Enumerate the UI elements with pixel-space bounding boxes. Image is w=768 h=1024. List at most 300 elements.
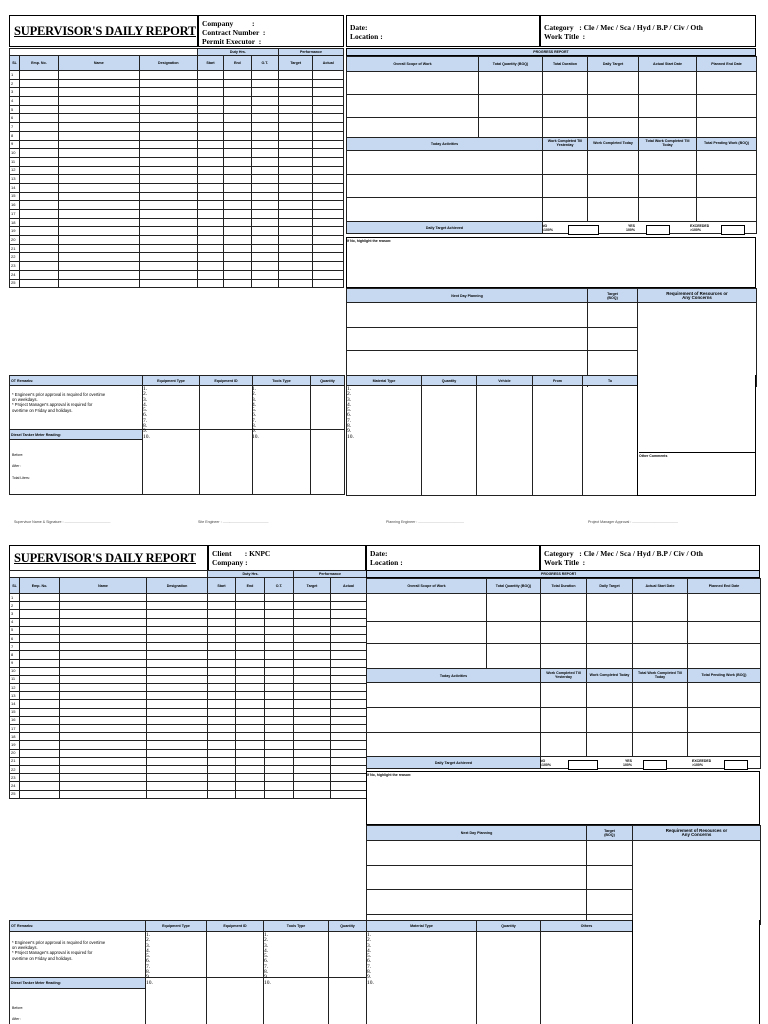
manpower-cell[interactable] xyxy=(60,684,147,692)
manpower-cell[interactable] xyxy=(265,643,294,651)
manpower-cell[interactable] xyxy=(331,700,367,708)
manpower-cell[interactable] xyxy=(20,244,59,253)
manpower-cell[interactable] xyxy=(197,105,223,114)
manpower-cell[interactable] xyxy=(236,651,265,659)
manpower-cell[interactable] xyxy=(139,149,197,158)
manpower-cell[interactable] xyxy=(20,774,60,782)
manpower-cell[interactable] xyxy=(278,88,313,97)
manpower-cell[interactable] xyxy=(60,602,147,610)
manpower-cell[interactable] xyxy=(278,140,313,149)
manpower-cell[interactable] xyxy=(251,262,278,271)
manpower-cell[interactable] xyxy=(20,782,60,790)
manpower-cell[interactable] xyxy=(20,700,60,708)
manpower-cell[interactable] xyxy=(313,79,344,88)
manpower-cell[interactable] xyxy=(197,253,223,262)
manpower-cell[interactable] xyxy=(313,270,344,279)
manpower-cell[interactable] xyxy=(224,114,251,123)
manpower-cell[interactable] xyxy=(224,201,251,210)
manpower-cell[interactable] xyxy=(20,262,59,271)
manpower-cell[interactable] xyxy=(265,626,294,634)
manpower-cell[interactable] xyxy=(60,765,147,773)
manpower-cell[interactable] xyxy=(251,236,278,245)
manpower-cell[interactable] xyxy=(278,201,313,210)
manpower-cell[interactable] xyxy=(236,782,265,790)
manpower-cell[interactable] xyxy=(278,227,313,236)
manpower-cell[interactable] xyxy=(278,123,313,132)
manpower-cell[interactable] xyxy=(236,643,265,651)
manpower-cell[interactable] xyxy=(208,610,236,618)
manpower-cell[interactable] xyxy=(208,692,236,700)
manpower-cell[interactable] xyxy=(20,88,59,97)
manpower-cell[interactable] xyxy=(236,667,265,675)
manpower-cell[interactable] xyxy=(251,192,278,201)
manpower-cell[interactable] xyxy=(313,157,344,166)
manpower-cell[interactable] xyxy=(331,634,367,642)
manpower-cell[interactable] xyxy=(265,618,294,626)
manpower-cell[interactable] xyxy=(20,716,60,724)
manpower-cell[interactable] xyxy=(251,140,278,149)
manpower-cell[interactable] xyxy=(236,675,265,683)
manpower-cell[interactable] xyxy=(251,210,278,219)
manpower-cell[interactable] xyxy=(20,140,59,149)
manpower-cell[interactable] xyxy=(20,725,60,733)
manpower-cell[interactable] xyxy=(139,105,197,114)
manpower-cell[interactable] xyxy=(224,149,251,158)
manpower-cell[interactable] xyxy=(313,149,344,158)
manpower-cell[interactable] xyxy=(251,149,278,158)
manpower-cell[interactable] xyxy=(197,149,223,158)
manpower-cell[interactable] xyxy=(139,175,197,184)
manpower-cell[interactable] xyxy=(224,192,251,201)
manpower-cell[interactable] xyxy=(147,749,208,757)
manpower-cell[interactable] xyxy=(278,210,313,219)
manpower-cell[interactable] xyxy=(20,692,60,700)
manpower-cell[interactable] xyxy=(208,741,236,749)
manpower-cell[interactable] xyxy=(58,149,139,158)
manpower-cell[interactable] xyxy=(60,618,147,626)
manpower-cell[interactable] xyxy=(236,708,265,716)
manpower-cell[interactable] xyxy=(265,594,294,602)
manpower-cell[interactable] xyxy=(236,774,265,782)
manpower-cell[interactable] xyxy=(197,79,223,88)
manpower-cell[interactable] xyxy=(58,166,139,175)
manpower-cell[interactable] xyxy=(20,79,59,88)
manpower-cell[interactable] xyxy=(60,626,147,634)
manpower-cell[interactable] xyxy=(331,733,367,741)
manpower-cell[interactable] xyxy=(331,741,367,749)
manpower-cell[interactable] xyxy=(60,774,147,782)
manpower-cell[interactable] xyxy=(208,626,236,634)
manpower-cell[interactable] xyxy=(278,183,313,192)
manpower-cell[interactable] xyxy=(251,166,278,175)
manpower-cell[interactable] xyxy=(236,700,265,708)
manpower-cell[interactable] xyxy=(265,675,294,683)
manpower-cell[interactable] xyxy=(197,131,223,140)
manpower-cell[interactable] xyxy=(20,218,59,227)
manpower-cell[interactable] xyxy=(58,244,139,253)
manpower-cell[interactable] xyxy=(265,651,294,659)
manpower-cell[interactable] xyxy=(236,725,265,733)
manpower-cell[interactable] xyxy=(197,218,223,227)
manpower-cell[interactable] xyxy=(20,114,59,123)
manpower-cell[interactable] xyxy=(313,192,344,201)
manpower-cell[interactable] xyxy=(60,733,147,741)
manpower-cell[interactable] xyxy=(236,733,265,741)
manpower-cell[interactable] xyxy=(20,643,60,651)
manpower-cell[interactable] xyxy=(58,201,139,210)
manpower-cell[interactable] xyxy=(294,749,331,757)
manpower-cell[interactable] xyxy=(265,684,294,692)
manpower-cell[interactable] xyxy=(147,659,208,667)
manpower-cell[interactable] xyxy=(251,123,278,132)
manpower-cell[interactable] xyxy=(208,765,236,773)
manpower-cell[interactable] xyxy=(20,97,59,106)
manpower-cell[interactable] xyxy=(147,692,208,700)
manpower-cell[interactable] xyxy=(224,79,251,88)
manpower-cell[interactable] xyxy=(278,157,313,166)
manpower-cell[interactable] xyxy=(20,610,60,618)
manpower-cell[interactable] xyxy=(313,88,344,97)
manpower-cell[interactable] xyxy=(208,782,236,790)
manpower-cell[interactable] xyxy=(139,227,197,236)
manpower-cell[interactable] xyxy=(265,757,294,765)
manpower-cell[interactable] xyxy=(139,210,197,219)
manpower-cell[interactable] xyxy=(331,790,367,798)
manpower-cell[interactable] xyxy=(60,667,147,675)
manpower-cell[interactable] xyxy=(224,218,251,227)
manpower-cell[interactable] xyxy=(60,651,147,659)
manpower-cell[interactable] xyxy=(265,749,294,757)
manpower-cell[interactable] xyxy=(58,253,139,262)
manpower-cell[interactable] xyxy=(20,166,59,175)
manpower-cell[interactable] xyxy=(251,183,278,192)
manpower-cell[interactable] xyxy=(197,244,223,253)
manpower-cell[interactable] xyxy=(265,733,294,741)
manpower-cell[interactable] xyxy=(265,765,294,773)
manpower-cell[interactable] xyxy=(251,201,278,210)
manpower-cell[interactable] xyxy=(197,262,223,271)
manpower-cell[interactable] xyxy=(294,618,331,626)
manpower-cell[interactable] xyxy=(197,157,223,166)
manpower-cell[interactable] xyxy=(331,765,367,773)
manpower-cell[interactable] xyxy=(294,700,331,708)
manpower-cell[interactable] xyxy=(251,270,278,279)
manpower-cell[interactable] xyxy=(265,708,294,716)
manpower-cell[interactable] xyxy=(60,749,147,757)
manpower-cell[interactable] xyxy=(313,175,344,184)
manpower-cell[interactable] xyxy=(294,659,331,667)
manpower-cell[interactable] xyxy=(331,594,367,602)
manpower-cell[interactable] xyxy=(278,253,313,262)
manpower-cell[interactable] xyxy=(208,708,236,716)
manpower-cell[interactable] xyxy=(294,708,331,716)
manpower-cell[interactable] xyxy=(294,651,331,659)
manpower-cell[interactable] xyxy=(147,651,208,659)
manpower-cell[interactable] xyxy=(224,71,251,80)
manpower-cell[interactable] xyxy=(208,684,236,692)
exceeded-checkbox[interactable] xyxy=(721,225,745,235)
manpower-cell[interactable] xyxy=(265,716,294,724)
manpower-cell[interactable] xyxy=(20,201,59,210)
manpower-cell[interactable] xyxy=(60,610,147,618)
manpower-cell[interactable] xyxy=(60,700,147,708)
manpower-cell[interactable] xyxy=(236,602,265,610)
manpower-cell[interactable] xyxy=(331,725,367,733)
manpower-cell[interactable] xyxy=(251,175,278,184)
manpower-cell[interactable] xyxy=(147,684,208,692)
manpower-cell[interactable] xyxy=(58,114,139,123)
manpower-cell[interactable] xyxy=(224,244,251,253)
manpower-cell[interactable] xyxy=(224,123,251,132)
manpower-cell[interactable] xyxy=(60,757,147,765)
manpower-cell[interactable] xyxy=(20,253,59,262)
manpower-cell[interactable] xyxy=(331,749,367,757)
manpower-cell[interactable] xyxy=(313,123,344,132)
manpower-cell[interactable] xyxy=(313,236,344,245)
no-checkbox[interactable] xyxy=(568,225,599,235)
manpower-cell[interactable] xyxy=(197,236,223,245)
manpower-cell[interactable] xyxy=(331,610,367,618)
manpower-cell[interactable] xyxy=(294,725,331,733)
manpower-cell[interactable] xyxy=(265,634,294,642)
manpower-cell[interactable] xyxy=(197,71,223,80)
manpower-cell[interactable] xyxy=(236,594,265,602)
manpower-cell[interactable] xyxy=(313,97,344,106)
manpower-cell[interactable] xyxy=(139,131,197,140)
manpower-cell[interactable] xyxy=(20,749,60,757)
manpower-cell[interactable] xyxy=(20,618,60,626)
manpower-cell[interactable] xyxy=(278,166,313,175)
manpower-cell[interactable] xyxy=(294,626,331,634)
manpower-cell[interactable] xyxy=(58,79,139,88)
manpower-cell[interactable] xyxy=(294,684,331,692)
manpower-cell[interactable] xyxy=(139,114,197,123)
manpower-cell[interactable] xyxy=(224,262,251,271)
manpower-cell[interactable] xyxy=(224,97,251,106)
manpower-cell[interactable] xyxy=(208,643,236,651)
yes-checkbox[interactable] xyxy=(643,760,667,770)
manpower-cell[interactable] xyxy=(58,236,139,245)
manpower-cell[interactable] xyxy=(251,253,278,262)
manpower-cell[interactable] xyxy=(147,790,208,798)
manpower-cell[interactable] xyxy=(313,114,344,123)
manpower-cell[interactable] xyxy=(58,270,139,279)
manpower-cell[interactable] xyxy=(58,88,139,97)
manpower-cell[interactable] xyxy=(236,618,265,626)
manpower-cell[interactable] xyxy=(278,244,313,253)
manpower-cell[interactable] xyxy=(20,183,59,192)
manpower-cell[interactable] xyxy=(208,651,236,659)
manpower-cell[interactable] xyxy=(236,765,265,773)
manpower-cell[interactable] xyxy=(60,725,147,733)
manpower-cell[interactable] xyxy=(208,634,236,642)
manpower-cell[interactable] xyxy=(251,244,278,253)
manpower-cell[interactable] xyxy=(236,749,265,757)
manpower-cell[interactable] xyxy=(58,192,139,201)
manpower-cell[interactable] xyxy=(251,279,278,288)
yes-checkbox[interactable] xyxy=(646,225,670,235)
manpower-cell[interactable] xyxy=(20,210,59,219)
manpower-cell[interactable] xyxy=(251,97,278,106)
manpower-cell[interactable] xyxy=(147,634,208,642)
manpower-cell[interactable] xyxy=(265,692,294,700)
manpower-cell[interactable] xyxy=(208,675,236,683)
manpower-cell[interactable] xyxy=(224,210,251,219)
manpower-cell[interactable] xyxy=(224,88,251,97)
manpower-cell[interactable] xyxy=(224,183,251,192)
manpower-cell[interactable] xyxy=(147,700,208,708)
manpower-cell[interactable] xyxy=(278,218,313,227)
manpower-cell[interactable] xyxy=(58,105,139,114)
manpower-cell[interactable] xyxy=(58,140,139,149)
manpower-cell[interactable] xyxy=(278,79,313,88)
manpower-cell[interactable] xyxy=(278,97,313,106)
manpower-cell[interactable] xyxy=(236,716,265,724)
manpower-cell[interactable] xyxy=(294,602,331,610)
manpower-cell[interactable] xyxy=(58,123,139,132)
manpower-cell[interactable] xyxy=(58,131,139,140)
manpower-cell[interactable] xyxy=(20,594,60,602)
manpower-cell[interactable] xyxy=(251,71,278,80)
manpower-cell[interactable] xyxy=(313,218,344,227)
manpower-cell[interactable] xyxy=(208,594,236,602)
manpower-cell[interactable] xyxy=(20,765,60,773)
manpower-cell[interactable] xyxy=(265,790,294,798)
manpower-cell[interactable] xyxy=(313,253,344,262)
manpower-cell[interactable] xyxy=(313,131,344,140)
manpower-cell[interactable] xyxy=(313,166,344,175)
manpower-cell[interactable] xyxy=(251,114,278,123)
manpower-cell[interactable] xyxy=(278,131,313,140)
exceeded-checkbox[interactable] xyxy=(724,760,748,770)
manpower-cell[interactable] xyxy=(20,270,59,279)
manpower-cell[interactable] xyxy=(147,618,208,626)
manpower-cell[interactable] xyxy=(294,667,331,675)
manpower-cell[interactable] xyxy=(331,692,367,700)
manpower-cell[interactable] xyxy=(20,123,59,132)
manpower-cell[interactable] xyxy=(20,192,59,201)
manpower-cell[interactable] xyxy=(313,262,344,271)
manpower-cell[interactable] xyxy=(224,236,251,245)
manpower-cell[interactable] xyxy=(20,227,59,236)
manpower-cell[interactable] xyxy=(20,634,60,642)
manpower-cell[interactable] xyxy=(224,270,251,279)
manpower-cell[interactable] xyxy=(265,782,294,790)
manpower-cell[interactable] xyxy=(139,253,197,262)
manpower-cell[interactable] xyxy=(20,602,60,610)
manpower-cell[interactable] xyxy=(251,79,278,88)
manpower-cell[interactable] xyxy=(197,123,223,132)
manpower-cell[interactable] xyxy=(331,774,367,782)
manpower-cell[interactable] xyxy=(331,708,367,716)
manpower-cell[interactable] xyxy=(60,659,147,667)
manpower-cell[interactable] xyxy=(197,270,223,279)
manpower-cell[interactable] xyxy=(236,634,265,642)
manpower-cell[interactable] xyxy=(20,684,60,692)
manpower-cell[interactable] xyxy=(58,227,139,236)
manpower-cell[interactable] xyxy=(20,71,59,80)
manpower-cell[interactable] xyxy=(278,262,313,271)
manpower-cell[interactable] xyxy=(139,218,197,227)
manpower-cell[interactable] xyxy=(58,71,139,80)
manpower-cell[interactable] xyxy=(60,594,147,602)
manpower-cell[interactable] xyxy=(224,157,251,166)
manpower-cell[interactable] xyxy=(197,114,223,123)
manpower-cell[interactable] xyxy=(60,741,147,749)
manpower-cell[interactable] xyxy=(278,270,313,279)
manpower-cell[interactable] xyxy=(197,97,223,106)
manpower-cell[interactable] xyxy=(20,279,59,288)
manpower-cell[interactable] xyxy=(20,651,60,659)
manpower-cell[interactable] xyxy=(58,157,139,166)
manpower-cell[interactable] xyxy=(278,114,313,123)
manpower-cell[interactable] xyxy=(313,71,344,80)
manpower-cell[interactable] xyxy=(265,610,294,618)
manpower-cell[interactable] xyxy=(208,659,236,667)
manpower-cell[interactable] xyxy=(236,741,265,749)
manpower-cell[interactable] xyxy=(60,643,147,651)
manpower-cell[interactable] xyxy=(294,741,331,749)
manpower-cell[interactable] xyxy=(20,757,60,765)
manpower-cell[interactable] xyxy=(20,741,60,749)
manpower-cell[interactable] xyxy=(147,643,208,651)
manpower-cell[interactable] xyxy=(147,757,208,765)
manpower-cell[interactable] xyxy=(251,88,278,97)
manpower-cell[interactable] xyxy=(331,626,367,634)
manpower-cell[interactable] xyxy=(251,131,278,140)
manpower-cell[interactable] xyxy=(208,618,236,626)
manpower-cell[interactable] xyxy=(313,105,344,114)
manpower-cell[interactable] xyxy=(313,210,344,219)
manpower-cell[interactable] xyxy=(139,244,197,253)
manpower-cell[interactable] xyxy=(139,97,197,106)
manpower-cell[interactable] xyxy=(331,757,367,765)
manpower-cell[interactable] xyxy=(208,667,236,675)
manpower-cell[interactable] xyxy=(236,610,265,618)
manpower-cell[interactable] xyxy=(139,123,197,132)
manpower-cell[interactable] xyxy=(236,659,265,667)
manpower-cell[interactable] xyxy=(278,192,313,201)
manpower-cell[interactable] xyxy=(147,667,208,675)
manpower-cell[interactable] xyxy=(139,236,197,245)
manpower-cell[interactable] xyxy=(20,131,59,140)
manpower-cell[interactable] xyxy=(20,175,59,184)
manpower-cell[interactable] xyxy=(236,757,265,765)
manpower-cell[interactable] xyxy=(139,71,197,80)
manpower-cell[interactable] xyxy=(224,131,251,140)
manpower-cell[interactable] xyxy=(224,279,251,288)
manpower-cell[interactable] xyxy=(147,725,208,733)
manpower-cell[interactable] xyxy=(147,716,208,724)
manpower-cell[interactable] xyxy=(197,88,223,97)
manpower-cell[interactable] xyxy=(197,175,223,184)
manpower-cell[interactable] xyxy=(197,279,223,288)
manpower-cell[interactable] xyxy=(139,166,197,175)
manpower-cell[interactable] xyxy=(331,667,367,675)
manpower-cell[interactable] xyxy=(58,279,139,288)
manpower-cell[interactable] xyxy=(208,774,236,782)
manpower-cell[interactable] xyxy=(60,790,147,798)
manpower-cell[interactable] xyxy=(147,602,208,610)
manpower-cell[interactable] xyxy=(331,716,367,724)
manpower-cell[interactable] xyxy=(147,733,208,741)
manpower-cell[interactable] xyxy=(139,79,197,88)
manpower-cell[interactable] xyxy=(294,716,331,724)
manpower-cell[interactable] xyxy=(208,716,236,724)
manpower-cell[interactable] xyxy=(265,741,294,749)
manpower-cell[interactable] xyxy=(20,236,59,245)
manpower-cell[interactable] xyxy=(20,105,59,114)
